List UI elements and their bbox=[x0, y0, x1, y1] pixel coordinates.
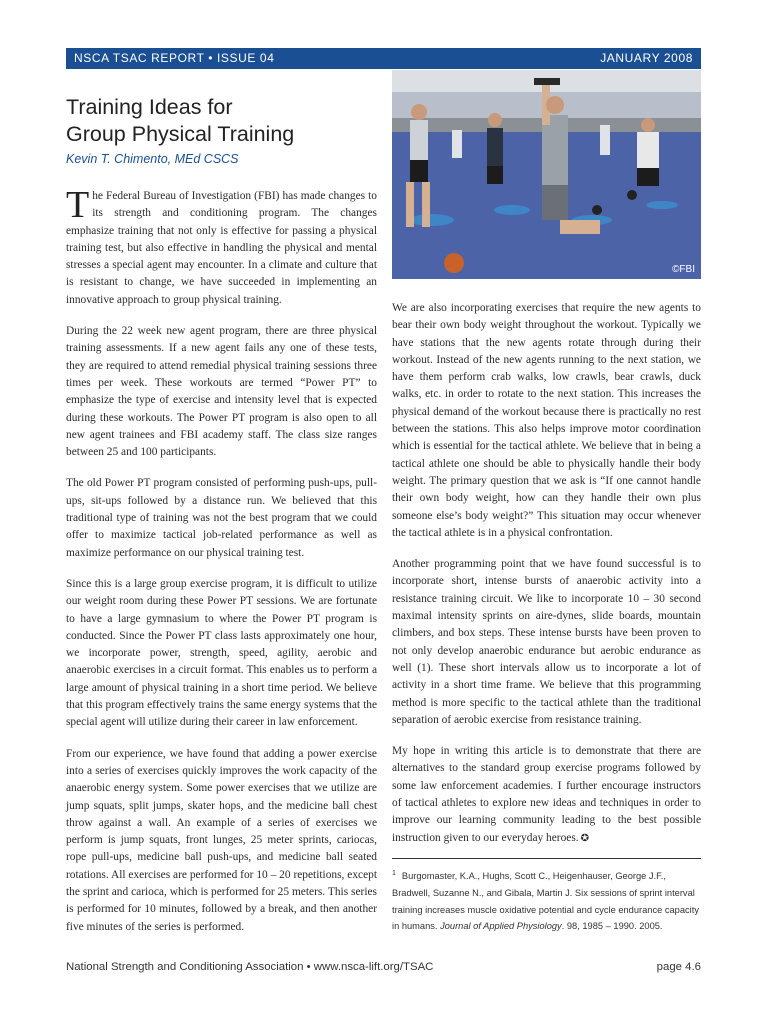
publication-date: JANUARY 2008 bbox=[600, 51, 693, 65]
footnote-divider bbox=[392, 858, 701, 859]
right-column bbox=[392, 300, 701, 861]
paragraph: My hope in writing this article is to demonstrate that there are alternatives to the standard group exercise programs followed by some law enforcement academies. I further encourage instructors of tactical athletes to explore new ideas and techniques in order to improve our learning community leading to the best possible instruction given to our everyday heroes. ✪ bbox=[392, 743, 701, 847]
paragraph: The Federal Bureau of Investigation (FBI) has made changes to its strength and conditioning program. The changes emphasize training that not only is effective for passing a physical training test, but also effective in handling the physical and mental stresses a special agent may encounter. In a climate and culture that is resistant to change, we have succeeded in implementing an innovative approach to group physical training. bbox=[66, 184, 377, 306]
paragraph: We are also incorporating exercises that require the new agents to bear their own body weight throughout the workout. Typically we have stations that the new agents rotate through during their workout. Instead of the new agents running to the next station, we have them perform crab walks, low crawls, bear crawls, duck walks, etc. in order to rotate to the next station. This increases the physical demand of the workout because there is practically no rest between the stations. This also helps improve motor coordination which is essential for the tactical athlete. We believe that in being a tactical athlete one should be able to physically handle their body weight. The primary question that we ask is “If one cannot handle their own body weight, how can they handle their own plus someone else’s body weight?” This situation may occur whenever the tactical athlete is in a physical confrontation. bbox=[392, 302, 701, 539]
photo-credit: ©FBI bbox=[672, 264, 695, 275]
title-line-1: Training Ideas for bbox=[66, 95, 233, 119]
left-column bbox=[66, 184, 377, 950]
page-footer bbox=[66, 961, 701, 973]
paragraph: During the 22 week new agent program, there are three physical training assessments. If a new agent fails any one of these tests, they are required to attend remedial physical training sessions three times per week. These workouts are termed “Power PT” to emphasize the type of exercise and intensity level that is expected during these workouts. The Power PT program is also open to all new agent trainees and FBI academy staff. The class size ranges between 25 and 100 participants. bbox=[66, 325, 377, 459]
paragraph: Another programming point that we have found successful is to incorporate short, intense bursts of anaerobic activity into a resistance training circuit. We like to incorporate 10 – 30 second maximal intensity sprints on aire-dynes, slide boards, mountain climbers, and box steps. These intense bursts have been proven to not only develop anaerobic endurance but aerobic endurance as well (1). These short intervals allow us to incorporate a lot of activity in a short time frame. We believe that this programming method is more specific to the tactical athlete than the traditional separation of aerobic exercise from resistance training. bbox=[392, 558, 701, 726]
gym-photo-illustration bbox=[392, 70, 701, 279]
footer-organization: National Strength and Conditioning Association • www.nsca-lift.org/TSAC bbox=[66, 961, 434, 973]
publication-issue: NSCA TSAC REPORT • ISSUE 04 bbox=[74, 51, 275, 65]
end-of-article-icon: ✪ bbox=[580, 832, 590, 844]
header-bar bbox=[66, 48, 701, 69]
paragraph: The old Power PT program consisted of performing push-ups, pull-ups, sit-ups followed by a distance run. We believed that this traditional type of training was not the best program that we could offer to maximize tactical job-related performance as well as maximize performance on our physical training test. bbox=[66, 477, 377, 559]
gym-photo bbox=[392, 70, 701, 279]
footnote-citation-tail: . 98, 1985 – 1990. 2005. bbox=[561, 921, 663, 932]
author-byline: Kevin T. Chimento, MEd CSCS bbox=[66, 152, 239, 166]
paragraph: From our experience, we have found that adding a power exercise into a series of exercises quickly improves the work capacity of the anaerobic energy system. Some power exercises that we utilize are jump squats, split jumps, skater hops, and the medicine ball chest throw against a wall. An example of a series of exercises we perform is jump squats, front lunges, 25 meter sprints, cariocas, rope pull-ups, medicine ball push-ups, and medicine ball seated rotations. All exercises are performed for 10 – 20 repetitions, except the sprint and carioca, which is performed for 25 meters. This series is performed for 10 minutes, followed by a break, and then another five minutes of the series is performed. bbox=[66, 747, 377, 933]
footnote-number: 1 bbox=[392, 870, 396, 877]
page-number: page 4.6 bbox=[656, 961, 701, 973]
footnote-text: Burgomaster, K.A., Hughs, Scott C., Heigenhauser, George J.F., Bradwell, Suzanne N., and Gibala, Martin J. Six sessions of sprint interval training increases muscle oxidative potential and cycle endurance capacity in humans. bbox=[392, 871, 699, 932]
footnote bbox=[392, 866, 701, 935]
title-line-2: Group Physical Training bbox=[66, 122, 295, 146]
paragraph: Since this is a large group exercise program, it is difficult to utilize our weight room during these Power PT sessions. We are fortunate to have a large gymnasium to where the Power PT program is conducted. Since the Power PT class lasts approximately one hour, we incorporate power, strength, speed, agility, aerobic and anaerobic exercises in a circuit format. This enables us to perform a large amount of physical training in a short time period. We believe that this program effectively trains the same energy systems that the special agent will utilize during their career in law enforcement. bbox=[66, 577, 377, 729]
article-title bbox=[66, 94, 386, 148]
footnote-journal: Journal of Applied Physiology bbox=[440, 921, 562, 932]
drop-cap: T bbox=[66, 184, 90, 226]
